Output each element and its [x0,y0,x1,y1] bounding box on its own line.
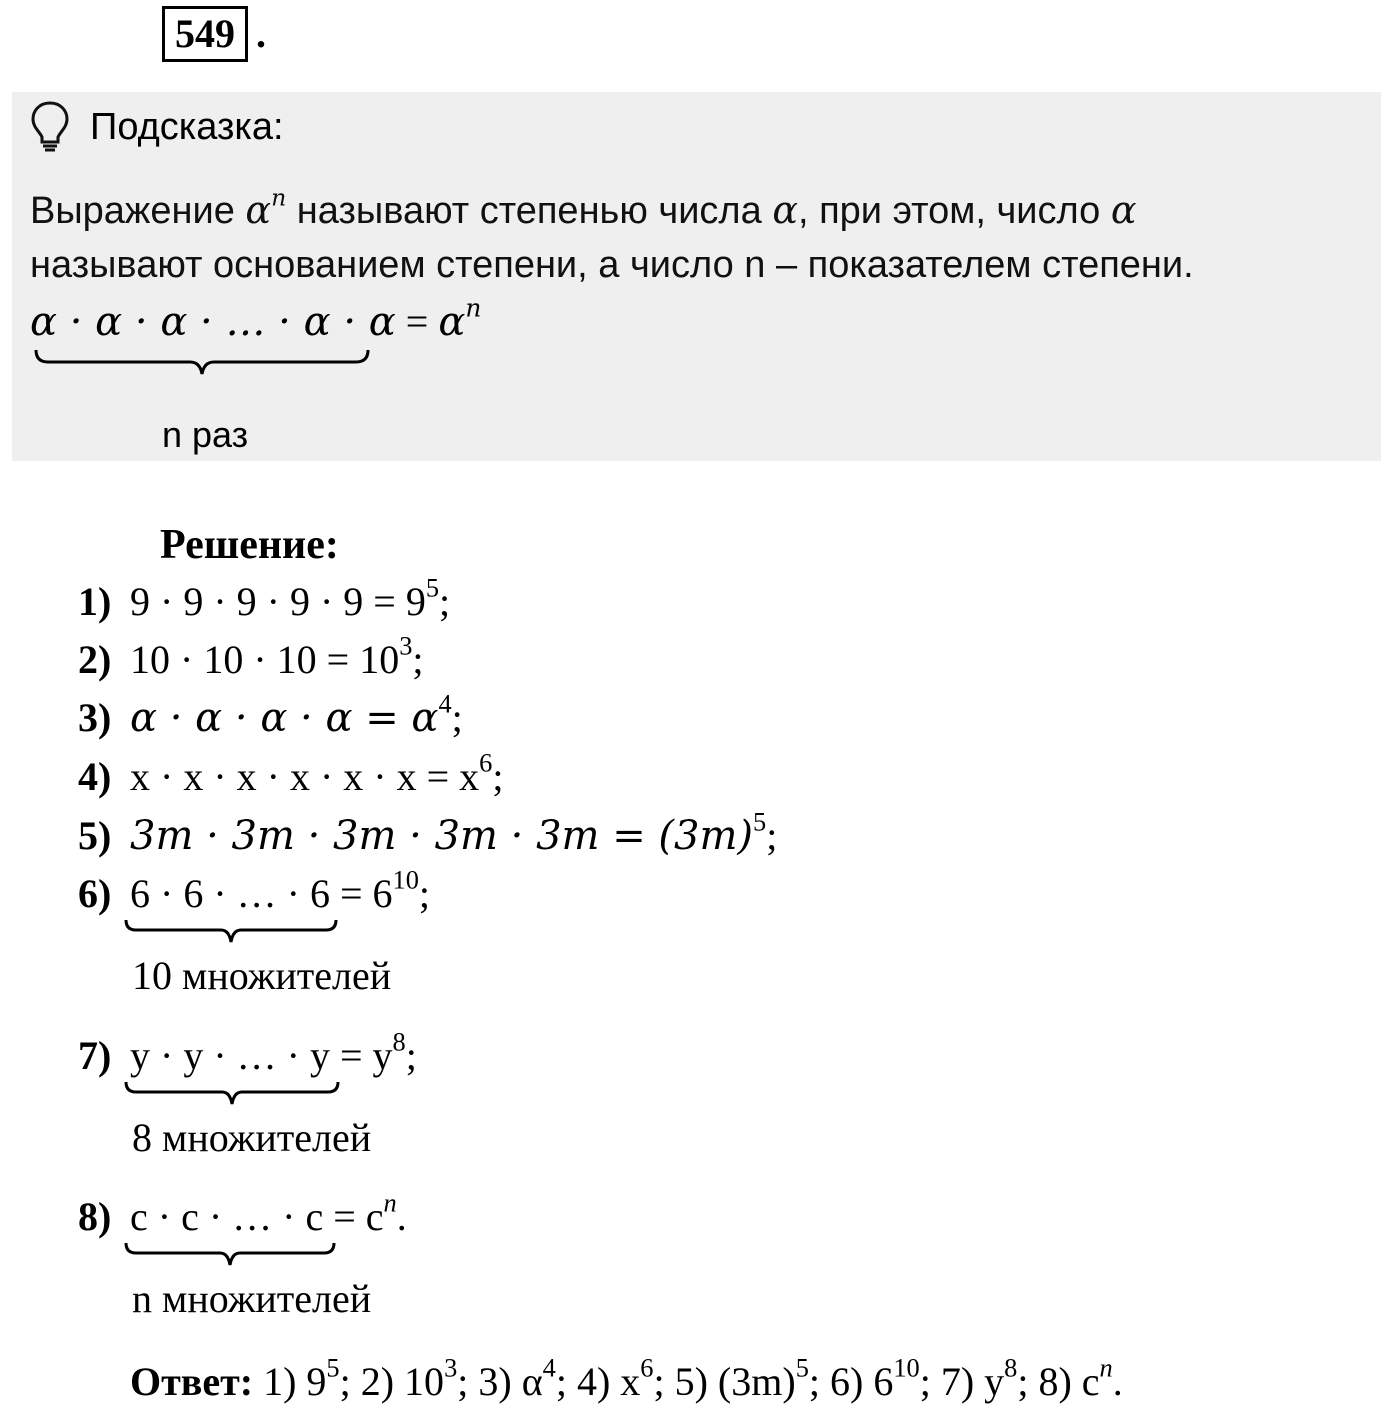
hint-line1-c: , при этом, число [797,190,1101,232]
answer-exponent: 5 [326,1352,340,1383]
item-expression: x · x · x · x · x · x = x [130,754,480,799]
item-exponent: 3 [399,630,413,661]
item-number: 7) [78,1033,112,1078]
item-underbrace [124,918,338,946]
solution-item [78,572,451,626]
hint-title: Подсказка: [90,106,284,148]
hint-line-1 [30,183,1137,233]
item-end: ; [492,754,504,799]
item-exponent: 4 [438,688,452,719]
item-expression: 9 · 9 · 9 · 9 · 9 = 9 [130,579,426,624]
formula-lhs: α · α · α · … · α · α [30,299,396,345]
item-number: 5) [78,813,112,858]
item-exponent: 10 [392,864,419,895]
item-end: ; [451,695,463,740]
item-exponent: 5 [425,572,440,603]
hint-line1-a: Выражение [30,190,235,232]
item-underbrace-label: n множителей [132,1276,372,1321]
item-number: 8) [78,1194,112,1239]
answer-text: ; 4) x [555,1359,641,1404]
answer-text: ; 7) y [919,1359,1005,1404]
hint-var-a3: α [1110,188,1137,232]
answer-body [253,1352,1123,1404]
task-number: 549 [162,6,248,62]
formula-eq: = [405,299,429,344]
solution-item [78,747,504,801]
item-expression: α · α · α · α = α [130,695,439,741]
answer-text: ; 5) (3m) [653,1359,796,1404]
answer-text: ; 8) c [1017,1359,1100,1404]
hint-var-a2: α [772,188,798,232]
answer-exponent: n [1099,1352,1113,1383]
answer-exponent: 3 [444,1352,458,1383]
hint-underbrace [34,348,370,378]
answer-text: ; 2) 10 [339,1359,445,1404]
item-exponent: 5 [753,806,767,837]
hint-brace-label: n раз [162,414,249,455]
answer-exponent: 5 [795,1352,809,1383]
item-underbrace [124,1241,336,1269]
item-number: 4) [78,754,112,799]
item-underbrace-label: 8 множителей [132,1115,372,1160]
solution-title: Решение: [160,522,339,568]
item-number: 6) [78,871,112,916]
answer-text: . [1112,1359,1123,1404]
item-end: ; [405,1033,417,1078]
answer-exponent: 10 [893,1352,920,1383]
item-exponent: 6 [479,747,493,778]
answer-exponent: 4 [542,1352,556,1383]
item-number: 3) [78,695,112,740]
answer-text: ; 6) 6 [808,1359,894,1404]
item-number: 1) [78,579,112,624]
item-end: ; [439,579,451,624]
solution-item [78,864,431,918]
hint-line1-b: называют степенью числа [296,190,762,232]
item-underbrace [124,1080,340,1108]
item-expression: 6 · 6 · … · 6 = 6 [130,871,393,916]
task-number-dot: . [256,11,266,56]
item-expression: c · c · … · c = c [130,1194,384,1239]
answer-exponent: 6 [640,1352,654,1383]
solution-item [78,1026,417,1080]
hint-box [12,92,1381,461]
item-underbrace-label: 10 множителей [132,953,392,998]
item-exponent: 8 [392,1026,406,1057]
item-end: ; [418,871,431,916]
solution-item [78,1187,407,1241]
hint-line-2: называют основанием степени, а число n – показателем степени. [30,244,1194,286]
hint-var-a: $\alpha^n$ [245,183,287,232]
item-end: . [396,1194,407,1239]
answer-exponent: 8 [1004,1352,1018,1383]
solution-item [78,630,424,684]
answer [130,1352,1123,1405]
item-expression: y · y · … · y = y [130,1033,393,1078]
hint-formula [30,293,482,345]
formula-rhs: $\alpha^n$ [438,293,482,345]
item-exponent: n [383,1187,397,1218]
answer-text: ; 3) α [457,1359,543,1404]
item-expression: 3m · 3m · 3m · 3m · 3m = (3m) [130,813,754,859]
item-end: ; [412,637,424,682]
lightbulb-icon [30,100,70,159]
solution-item [78,688,463,742]
item-end: ; [766,813,778,858]
solution-item [78,806,778,860]
item-expression: 10 · 10 · 10 = 10 [130,637,400,682]
answer-label: Ответ: [130,1359,254,1404]
item-number: 2) [78,637,112,682]
answer-text: 1) 9 [253,1359,327,1404]
